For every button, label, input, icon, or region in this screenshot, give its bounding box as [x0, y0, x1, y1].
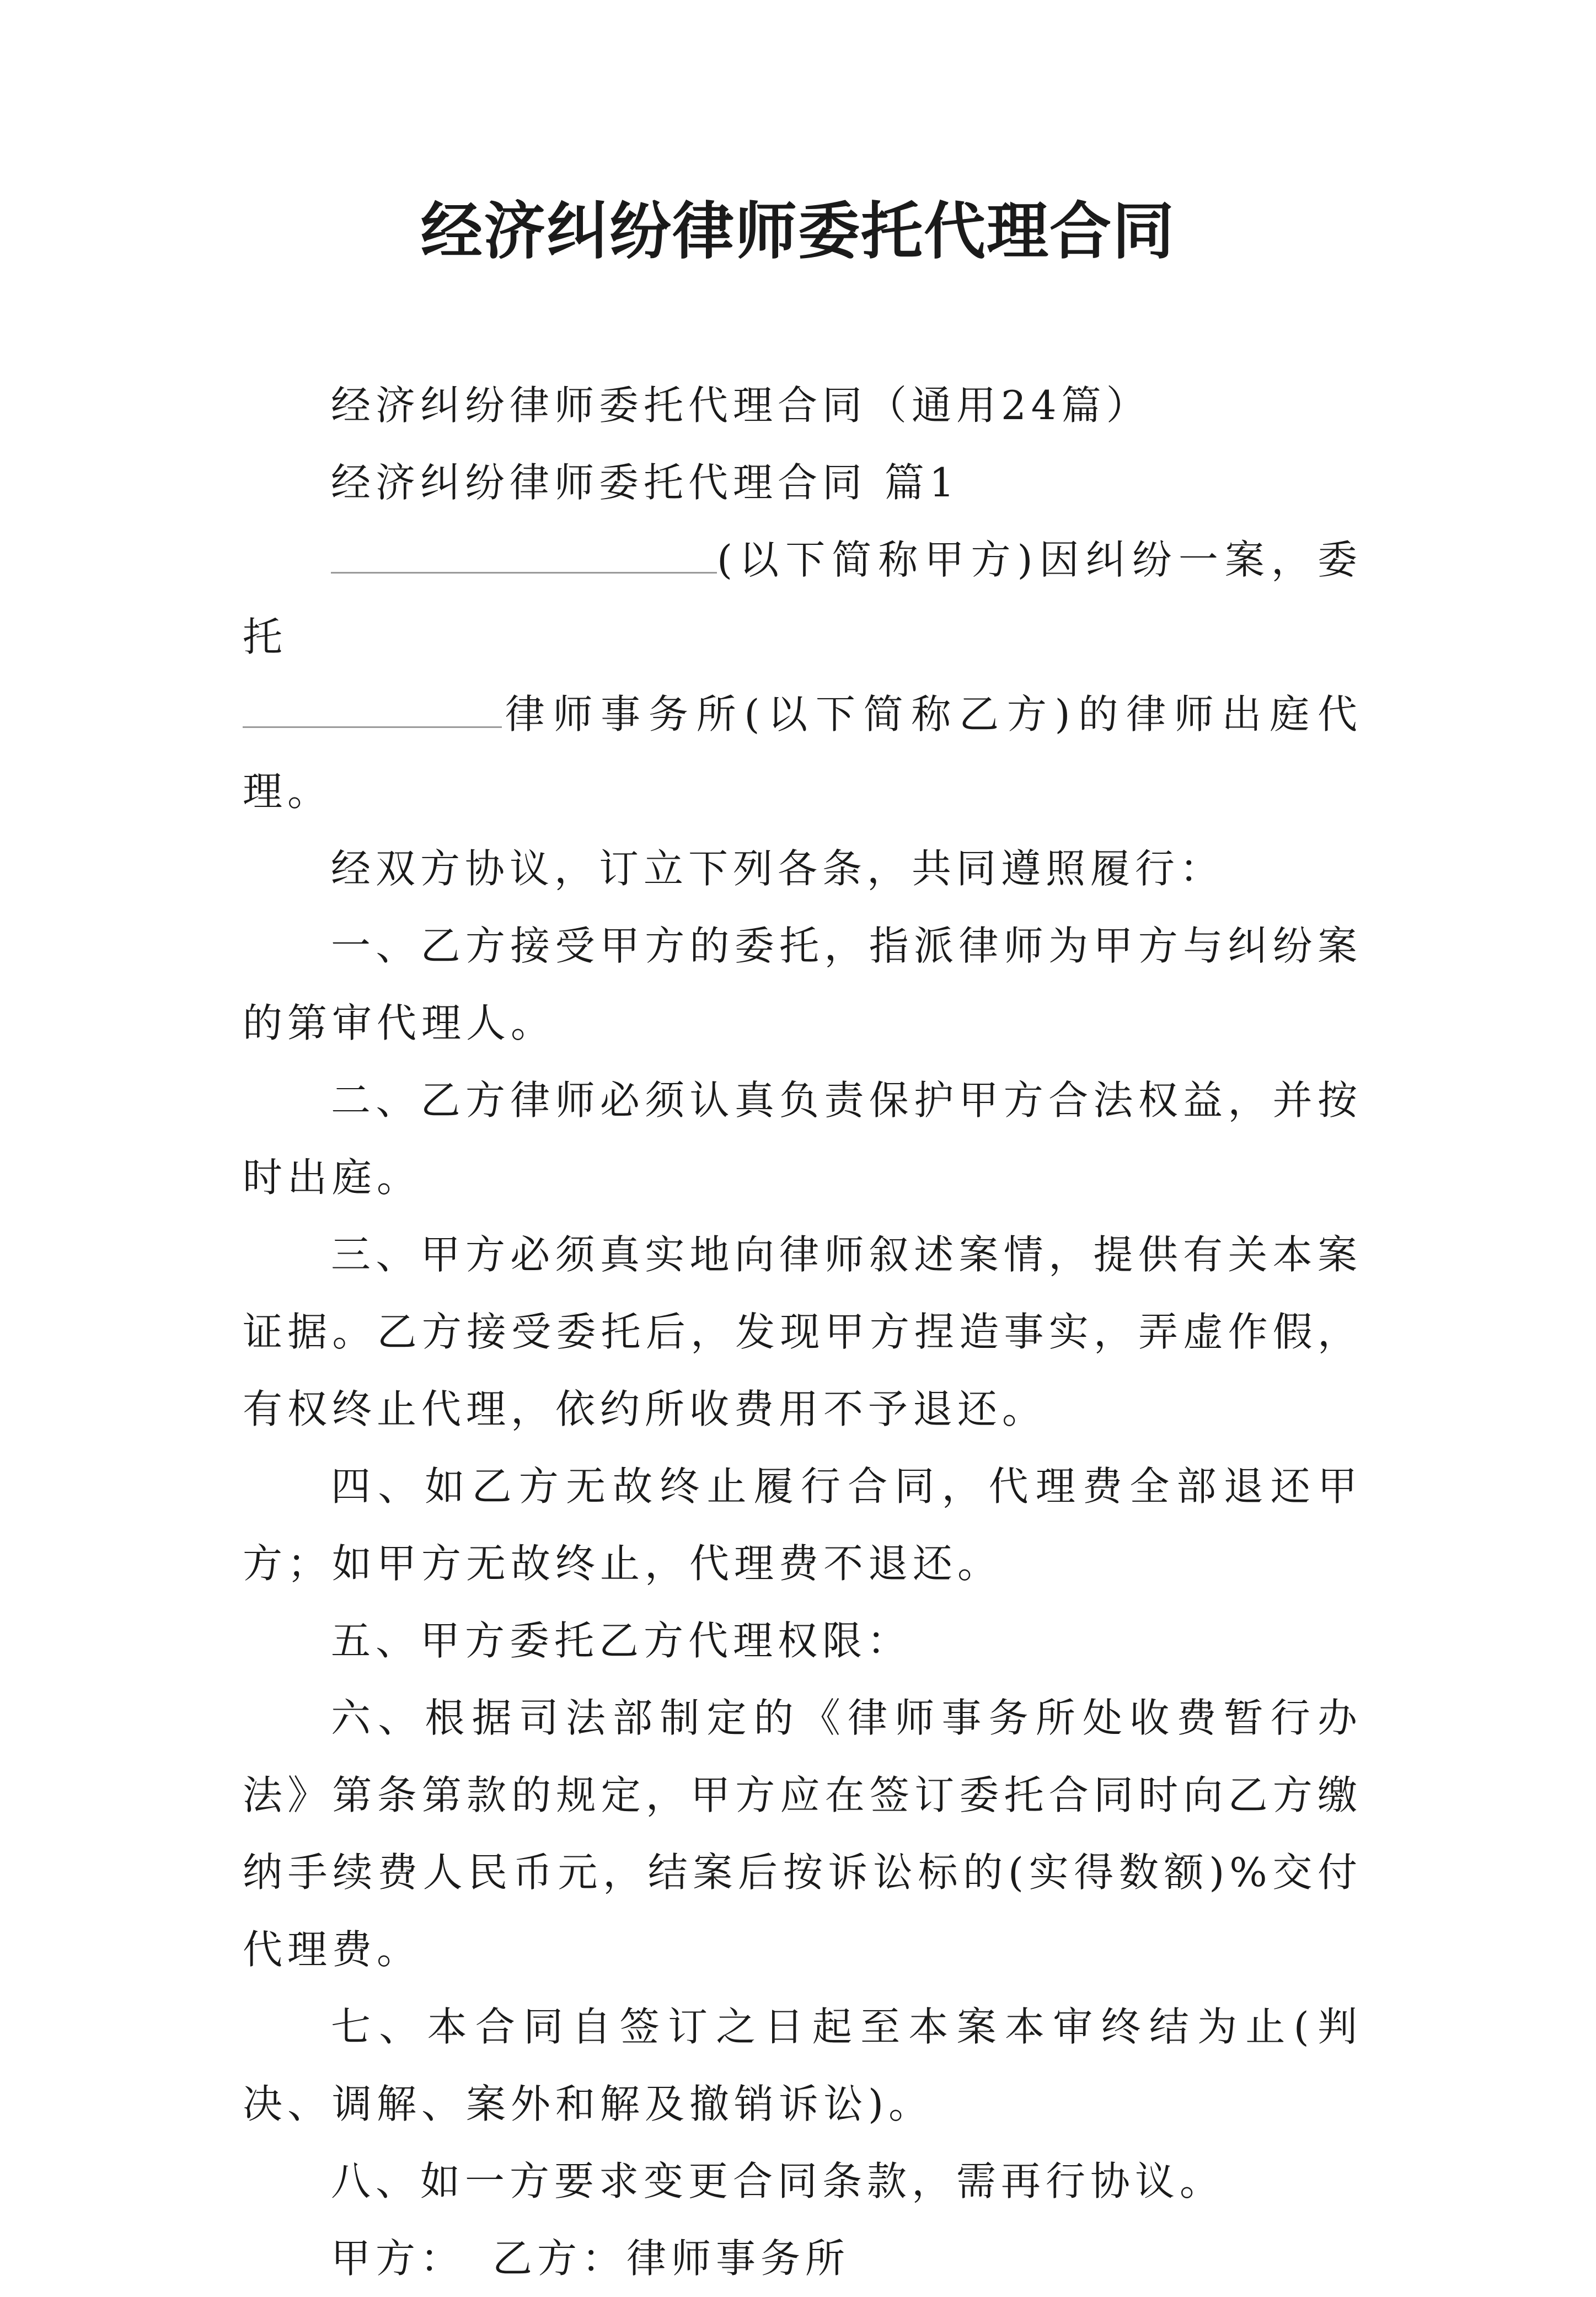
blank-line-law-firm [243, 688, 502, 728]
intro-text-1: (以下简称甲方)因纠纷一案，委托 [243, 537, 1362, 660]
clause-3: 三、甲方必须真实地向律师叙述案情，提供有关本案证据。乙方接受委托后，发现甲方捏造事实，弄虚作假，有权终止代理，依约所收费用不予退还。 [243, 1232, 1362, 1432]
subtitle: 经济纠纷律师委托代理合同（通用24篇） [331, 382, 1151, 429]
clause-1: 一、乙方接受甲方的委托，指派律师为甲方与纠纷案的第审代理人。 [243, 923, 1362, 1046]
intro-paragraph [243, 521, 1362, 830]
signature-line [243, 2220, 1362, 2297]
clause-2: 二、乙方律师必须认真负责保护甲方合法权益，并按时出庭。 [243, 1077, 1362, 1201]
clause-8: 八、如一方要求变更合同条款，需再行协议。 [331, 2158, 1225, 2204]
intro-text-2: 律师事务所(以下简称乙方)的律师出庭代理。 [243, 691, 1362, 815]
signature-party-b: 乙方：律师事务所 [492, 2235, 850, 2282]
blank-line-party-a [331, 533, 717, 574]
clause-6: 六、根据司法部制定的《律师事务所处收费暂行办法》第条第款的规定，甲方应在签订委托合同时向乙方缴纳手续费人民币元，结案后按诉讼标的(实得数额)%交付代理费。 [243, 1695, 1362, 1973]
agreement-paragraph: 经双方协议，订立下列各条，共同遵照履行： [331, 845, 1225, 892]
clause-4: 四、如乙方无故终止履行合同，代理费全部退还甲方；如甲方无故终止，代理费不退还。 [243, 1463, 1362, 1587]
clause-5: 五、甲方委托乙方代理权限： [331, 1618, 912, 1664]
part-heading: 经济纠纷律师委托代理合同 篇1 [331, 459, 960, 506]
clause-7: 七、本合同自签订之日起至本案本审终结为止(判决、调解、案外和解及撤销诉讼)。 [243, 2004, 1362, 2127]
document-title: 经济纠纷律师委托代理合同 [421, 195, 1175, 267]
document-body [243, 367, 1362, 2297]
signature-party-a: 甲方： [331, 2235, 465, 2282]
